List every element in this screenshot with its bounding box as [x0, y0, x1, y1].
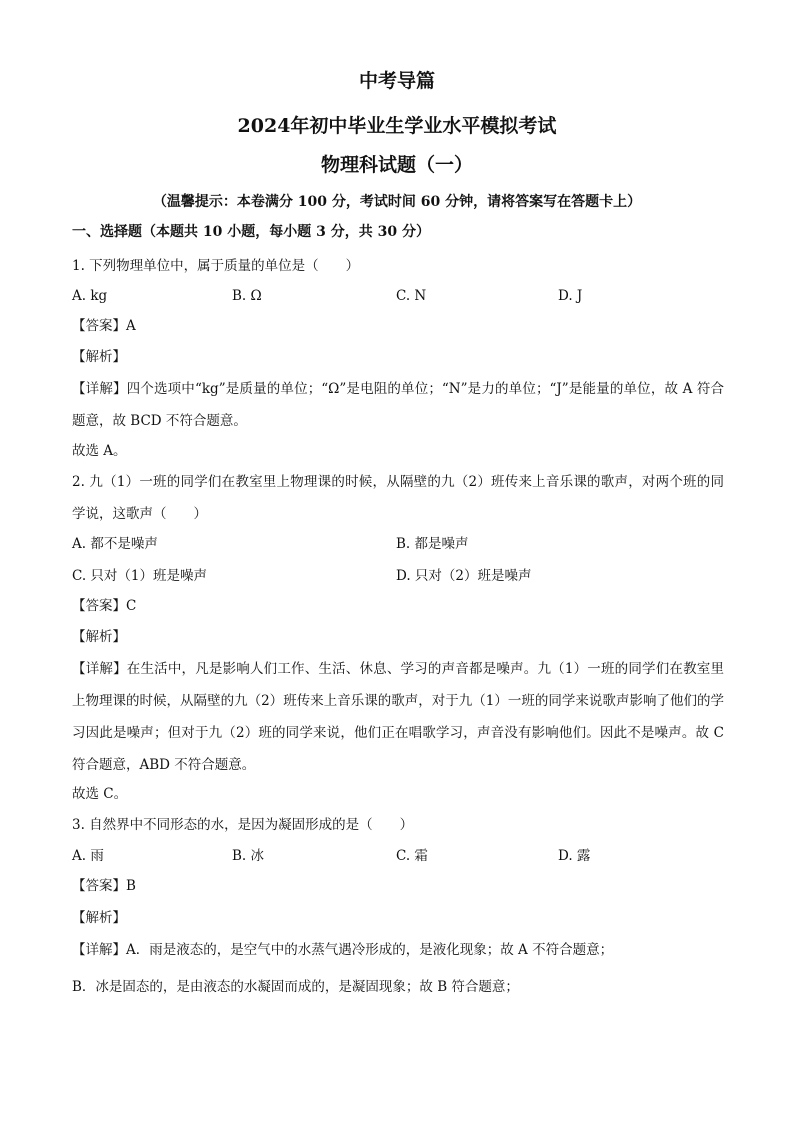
q3-option-a: A. 雨: [72, 848, 104, 864]
q3-detail-a: 【详解】A．雨是液态的，是空气中的水蒸气遇冷形成的，是液化现象；故 A 不符合题意；: [72, 942, 614, 958]
q1-analysis: 【解析】: [72, 349, 126, 365]
title-line-3: 物理科试题（一）: [320, 154, 473, 176]
q2-detail: 【详解】在生活中，凡是影响人们工作、生活、休息、学习的声音都是噪声。九（1）一班的同学们在教室里上物理课的时候，从隔壁的九（2）班传来上音乐课的歌声，对于九（1）一班的同学来说歌声影响了他们的学习因此是噪声；但对于九（2）班的同学来说，他们正在唱歌学习，声音没有影响他们。因此不是噪声。故 C 符合题意，ABD 不符合题意。: [72, 661, 724, 773]
q3-option-c: C. 霜: [396, 848, 428, 864]
q3-detail-b: B．冰是固态的，是由液态的水凝固而成的，是凝固现象；故 B 符合题意；: [72, 979, 519, 995]
q2-analysis: 【解析】: [72, 629, 126, 645]
q1-option-c: C. N: [396, 288, 427, 304]
q2-choose: 故选 C。: [72, 786, 128, 802]
exam-tip: （温馨提示：本卷满分 100 分，考试时间 60 分钟，请将答案写在答题卡上）: [152, 194, 642, 210]
q1-option-d: D. J: [558, 288, 583, 304]
q1-detail: 【详解】四个选项中“kg”是质量的单位；“Ω”是电阻的单位；“N”是力的单位；“J”是能量的单位，故 A 符合题意，故 BCD 不符合题意。: [72, 381, 724, 429]
q2-stem: 2. 九（1）一班的同学们在教室里上物理课的时候，从隔壁的九（2）班传来上音乐课的歌声，对两个班的同学说，这歌声（ ）: [72, 474, 724, 522]
q1-answer: 【答案】A: [72, 318, 136, 334]
q3-option-b: B. 冰: [232, 848, 265, 864]
q3-analysis: 【解析】: [72, 910, 126, 926]
q2-option-a: A. 都不是噪声: [72, 536, 158, 552]
q3-answer: 【答案】B: [72, 878, 136, 894]
q1-option-a: A. kg: [72, 288, 108, 304]
q3-stem: 3. 自然界中不同形态的水，是因为凝固形成的是（ ）: [72, 817, 414, 833]
q1-option-b: B. Ω: [232, 288, 262, 304]
q2-option-d: D. 只对（2）班是噪声: [396, 568, 532, 584]
q1-choose: 故选 A。: [72, 443, 127, 459]
title-line-2: 2024年初中毕业生学业水平模拟考试: [237, 115, 557, 137]
q2-option-b: B. 都是噪声: [396, 536, 469, 552]
q2-answer: 【答案】C: [72, 598, 137, 614]
title-line-1: 中考导篇: [358, 70, 435, 92]
q3-option-d: D. 露: [558, 848, 591, 864]
q1-stem: 1. 下列物理单位中，属于质量的单位是（ ）: [72, 258, 360, 274]
q2-option-c: C. 只对（1）班是噪声: [72, 568, 208, 584]
section-title: 一、选择题（本题共 10 小题，每小题 3 分，共 30 分）: [72, 224, 430, 240]
